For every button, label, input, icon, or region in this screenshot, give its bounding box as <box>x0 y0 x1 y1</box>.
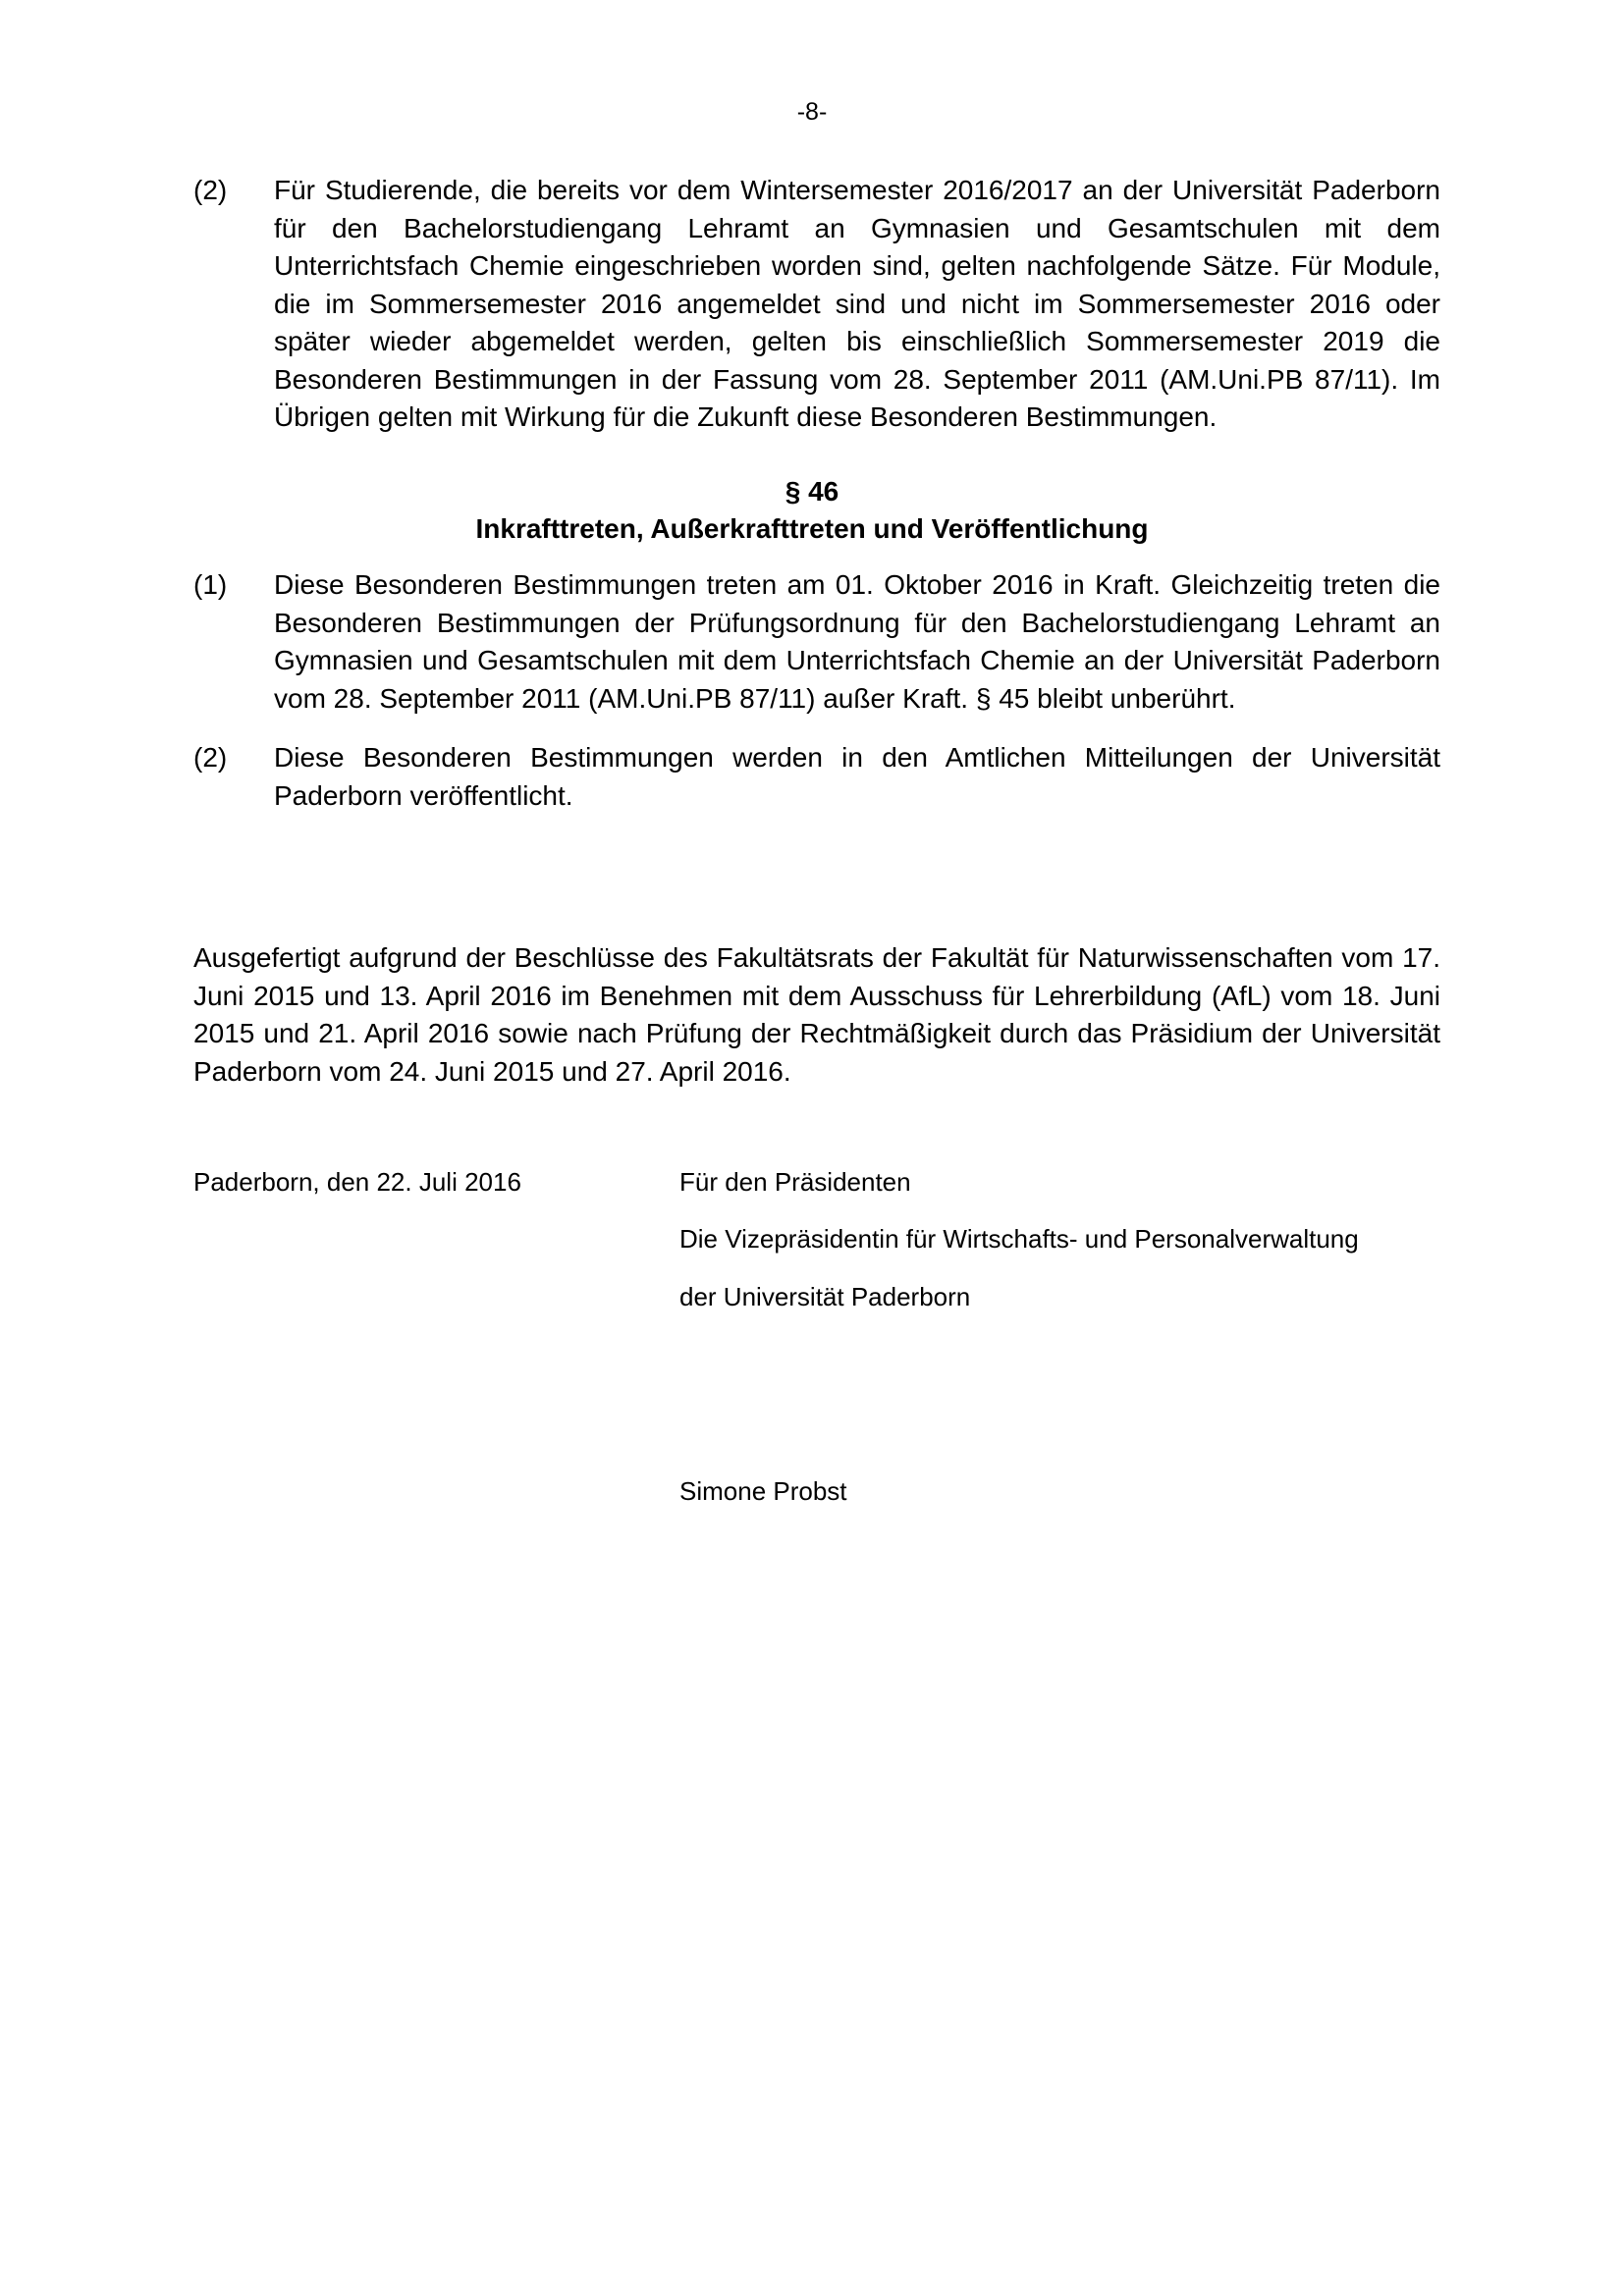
item-number: (2) <box>193 175 228 205</box>
signature-line-2: Die Vizepräsidentin für Wirtschafts- und Personalverwaltung <box>679 1224 1359 1254</box>
section-number: § 46 <box>785 476 839 507</box>
paragraph-45-item-2 <box>193 172 1440 437</box>
item-number: (1) <box>193 569 228 600</box>
closing-paragraph: Ausgefertigt aufgrund der Beschlüsse des Fakultätsrats der Fakultät für Naturwissenschaften vom 17. Juni 2015 und 13. April 2016 im Benehmen mit dem Ausschuss für Lehrerbildung (AfL) vom 18. Juni 2015 und 21. April 2016 sowie nach Prüfung der Rechtmäßigkeit durch das Präsidium der Universität Paderborn vom 24. Juni 2015 und 27. April 2016. <box>193 942 1440 1087</box>
signature-line-3: der Universität Paderborn <box>679 1282 971 1311</box>
signature-line-1: Für den Präsidenten <box>679 1167 911 1197</box>
section-46-item-2 <box>193 739 1440 815</box>
item-text: Diese Besonderen Bestimmungen werden in den Amtlichen Mitteilungen der Universität Paderborn veröffentlicht. <box>274 742 1440 811</box>
item-text: Diese Besonderen Bestimmungen treten am 01. Oktober 2016 in Kraft. Gleichzeitig treten die Besonderen Bestimmungen der Prüfungsordnung für den Bachelorstudiengang Lehramt an Gymnasien und Gesamtschulen mit dem Unterrichtsfach Chemie an der Universität Paderborn vom 28. September 2011 (AM.Uni.PB 87/11) außer Kraft. § 45 bleibt unberührt. <box>274 569 1440 714</box>
item-number: (2) <box>193 742 228 773</box>
section-46-item-1 <box>193 566 1440 718</box>
signatory-name: Simone Probst <box>679 1476 847 1506</box>
place-date: Paderborn, den 22. Juli 2016 <box>193 1167 521 1197</box>
item-text: Für Studierende, die bereits vor dem Wintersemester 2016/2017 an der Universität Paderborn für den Bachelorstudiengang Lehramt an Gymnasien und Gesamtschulen mit dem Unterrichtsfach Chemie eingeschrieben worden sind, gelten nachfolgende Sätze. Für Module, die im Sommersemester 2016 angemeldet sind und nicht im Sommersemester 2016 oder später wieder abgemeldet werden, gelten bis einschließlich Sommersemester 2019 die Besonderen Bestimmungen in der Fassung vom 28. September 2011 (AM.Uni.PB 87/11). Im Übrigen gelten mit Wirkung für die Zukunft diese Besonderen Bestimmungen. <box>274 175 1440 432</box>
page-number: -8- <box>796 98 828 126</box>
section-title: Inkrafttreten, Außerkrafttreten und Veröffentlichung <box>475 513 1149 544</box>
